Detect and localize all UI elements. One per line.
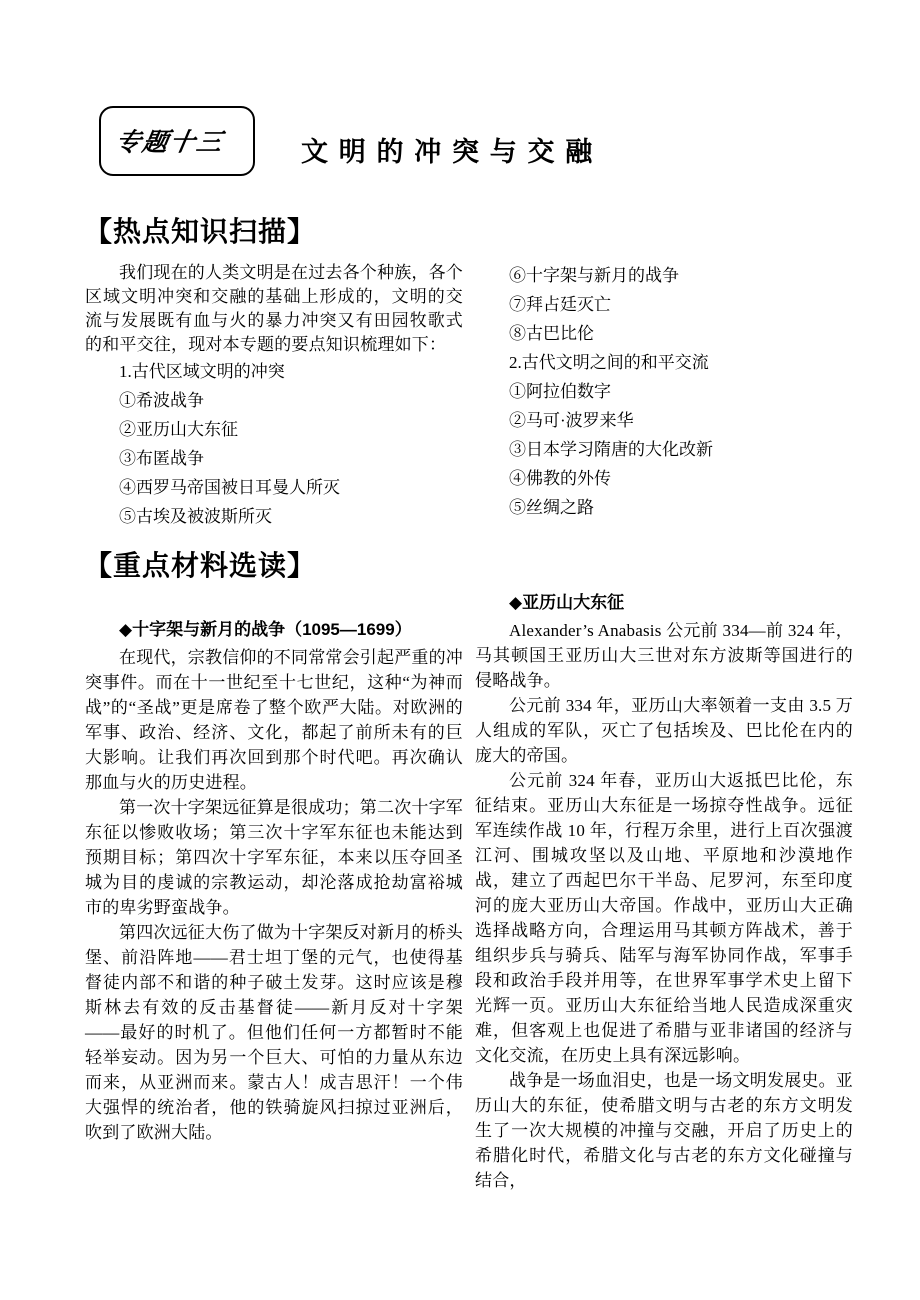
topic-badge-label: 专题十三 — [113, 128, 227, 157]
list-item: ①希波战争 — [119, 391, 204, 410]
alexander-paragraph: Alexander’s Anabasis 公元前 334—前 324 年，马其顿国王亚历山大三世对东方波斯等国进行的侵略战争。 — [475, 621, 853, 690]
list-item: ③日本学习隋唐的大化改新 — [509, 440, 713, 459]
list-item: ⑤古埃及被波斯所灭 — [119, 507, 272, 526]
alexander-paragraph: 战争是一场血泪史，也是一场文明发展史。亚历山大的东征，使希腊文明与古老的东方文明发生了一次大规模的冲撞与交融，开启了历史上的希腊化时代，希腊文化与古老的东方文化碰撞与结合， — [475, 1071, 853, 1190]
list1-title: 1.古代区域文明的冲突 — [119, 362, 285, 381]
crusades-paragraph: 第一次十字架远征算是很成功；第二次十字军东征以惨败收场；第三次十字军东征也未能达到预期目标；第四次十字军东征，本来以压夺回圣城为目的虔诚的宗教运动，却沦落成抢劫富裕城市的卑劣野蛮战争。 — [85, 798, 463, 917]
sub-heading-crusades: ◆十字架与新月的战争（1095—1699） — [119, 620, 412, 639]
page-title: 文 明 的 冲 突 与 交 融 — [301, 137, 595, 167]
alexander-paragraph: 公元前 334 年，亚历山大率领着一支由 3.5 万人组成的军队，灭亡了包括埃及、巴比伦在内的庞大的帝国。 — [475, 696, 853, 765]
list-item: ⑧古巴比伦 — [509, 324, 594, 343]
list-item: ⑦拜占廷灭亡 — [509, 295, 611, 314]
list-item: ③布匿战争 — [119, 449, 204, 468]
key-materials-columns — [85, 590, 853, 1193]
list-item: ④西罗马帝国被日耳曼人所灭 — [119, 478, 340, 497]
list-item: ②亚历山大东征 — [119, 420, 238, 439]
crusades-paragraph: 第四次远征大伤了做为十字架反对新月的桥头堡、前沿阵地——君士坦丁堡的元气，也使得基督徒内部不和谐的种子破土发芽。这时应该是穆斯林去有效的反击基督徒——新月反对十字架——最好的时机了。但他们任何一方都暂时不能轻举妄动。因为另一个巨大、可怕的力量从东边而来，从亚洲而来。蒙古人！成吉思汗！一个伟大强悍的统治者，他的铁骑旋风扫掠过亚洲后，吹到了欧洲大陆。 — [85, 923, 463, 1142]
list-item: ④佛教的外传 — [509, 469, 611, 488]
intro-paragraph: 我们现在的人类文明是在过去各个种族，各个区域文明冲突和交融的基础上形成的，文明的交流与发展既有血与火的暴力冲突又有田园牧歌式的和平交往，现对本专题的要点知识梳理如下： — [85, 263, 463, 354]
section-header-knowledge-scan: 【热点知识扫描】 — [84, 216, 317, 247]
list-item: ①阿拉伯数字 — [509, 382, 611, 401]
knowledge-scan-right-column — [475, 261, 853, 531]
knowledge-scan-columns — [85, 261, 853, 531]
crusades-paragraph: 在现代，宗教信仰的不同常常会引起严重的冲突事件。而在十一世纪至十七世纪，这种“为神而战”的“圣战”更是席卷了整个欧严大陆。对欧洲的军事、政治、经济、文化，都起了前所未有的巨大影响。让我们再次回到那个时代吧。再次确认那血与火的历史进程。 — [85, 648, 463, 792]
list-item: ⑥十字架与新月的战争 — [509, 266, 679, 285]
list-item: ②马可·波罗来华 — [509, 411, 634, 430]
list2-title: 2.古代文明之间的和平交流 — [509, 353, 709, 372]
key-materials-right-column — [475, 590, 853, 1193]
key-materials-left-column — [85, 617, 463, 1193]
list-item: ⑤丝绸之路 — [509, 498, 594, 517]
section-header-key-materials: 【重点材料选读】 — [84, 550, 317, 581]
sub-heading-alexander: ◆亚历山大东征 — [509, 593, 625, 612]
alexander-paragraph: 公元前 324 年春，亚历山大返抵巴比伦，东征结束。亚历山大东征是一场掠夺性战争。远征军连续作战 10 年，行程万余里，进行上百次强渡江河、围城攻坚以及山地、平原地和沙漠地作战，建立了西起巴尔干半岛、尼罗河，东至印度河的庞大亚历山大帝国。作战中，亚历山大正确选择战略方向，合理运用马其顿方阵战术，善于组织步兵与骑兵、陆军与海军协同作战，军事手段和政治手段并用等，在世界军事学术史上留下光辉一页。亚历山大东征给当地人民造成深重灾难，但客观上也促进了希腊与亚非诸国的经济与文化交流，在历史上具有深远影响。 — [475, 771, 853, 1065]
knowledge-scan-left-column — [85, 261, 463, 531]
topic-badge-box — [99, 106, 255, 176]
